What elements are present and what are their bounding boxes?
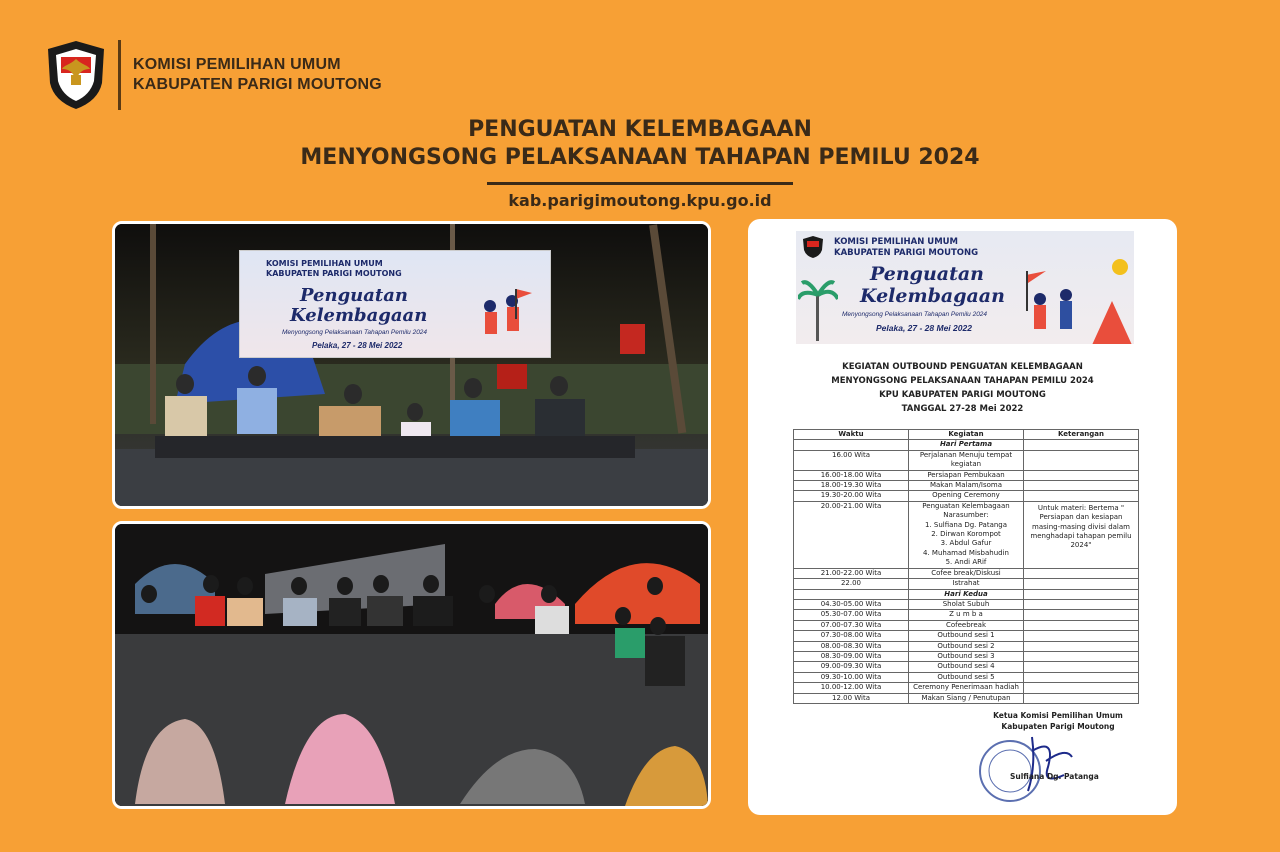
- activity-cell: Makan Malam/Isoma: [909, 481, 1024, 491]
- note-cell: [1024, 672, 1139, 682]
- note-cell: [1024, 683, 1139, 693]
- banner-title1: Penguatan: [300, 285, 408, 306]
- header-divider: [118, 40, 121, 110]
- page-title-line1: PENGUATAN KELEMBAGAAN: [468, 117, 812, 142]
- official-stamp-and-signature: [976, 727, 1076, 807]
- website-url: kab.parigimoutong.kpu.go.id: [508, 191, 772, 210]
- note-cell: [1024, 491, 1139, 501]
- banner-date: Pelaka, 27 - 28 Mei 2022: [312, 341, 403, 350]
- doc-banner-org1: KOMISI PEMILIHAN UMUM: [834, 237, 959, 247]
- table-row: [794, 662, 1139, 672]
- note-cell: [1024, 470, 1139, 480]
- note-cell: [1024, 610, 1139, 620]
- photo-evening-circle: [112, 521, 711, 809]
- note-cell: [1024, 620, 1139, 630]
- time-cell: 07.30-08.00 Wita: [794, 631, 909, 641]
- activity-cell: Outbound sesi 1: [909, 631, 1024, 641]
- session-title: Penguatan Kelembagaan: [922, 501, 1010, 510]
- col-header-kegiatan: Kegiatan: [909, 430, 1024, 440]
- day-empty-cell: [1024, 440, 1139, 450]
- activity-cell: Opening Ceremony: [909, 491, 1024, 501]
- table-row: [794, 568, 1139, 578]
- signatory-title-line1: Ketua Komisi Pemilihan Umum: [993, 711, 1123, 720]
- time-cell: 12.00 Wita: [794, 693, 909, 703]
- doc-heading-line1: KEGIATAN OUTBOUND PENGUATAN KELEMBAGAAN: [842, 362, 1083, 372]
- signatory-name: Sulfiana Dg. Patanga: [1010, 772, 1099, 781]
- time-cell: 05.30-07.00 Wita: [794, 610, 909, 620]
- doc-heading-line2: MENYONGSONG PELAKSANAAN TAHAPAN PEMILU 2024: [831, 376, 1094, 386]
- table-row: [794, 620, 1139, 630]
- time-cell: 16.00 Wita: [794, 450, 909, 470]
- time-cell: 09.30-10.00 Wita: [794, 672, 909, 682]
- table-row: [794, 579, 1139, 589]
- signatory-title-line2: Kabupaten Parigi Moutong: [1001, 722, 1115, 731]
- activity-cell: Z u m b a: [909, 610, 1024, 620]
- doc-banner-org2: KABUPATEN PARIGI MOUTONG: [834, 248, 979, 258]
- activity-cell: Perjalanan Menuju tempat kegiatan: [909, 450, 1024, 470]
- note-cell: [1024, 662, 1139, 672]
- palm-tree-icon: [798, 275, 838, 341]
- time-cell: 08.30-09.00 Wita: [794, 651, 909, 661]
- day-row: [794, 589, 1139, 599]
- time-cell: 16.00-18.00 Wita: [794, 470, 909, 480]
- table-row: [794, 450, 1139, 470]
- activity-cell: Istrahat: [909, 579, 1024, 589]
- table-row: [794, 693, 1139, 703]
- table-row: [794, 491, 1139, 501]
- table-row: [794, 631, 1139, 641]
- banner-subtitle: Menyongsong Pelaksanaan Tahapan Pemilu 2024: [282, 329, 428, 336]
- activity-cell: Ceremony Penerimaan hadiah: [909, 683, 1024, 693]
- seated-people: [115, 224, 708, 506]
- doc-heading-line4: TANGGAL 27-28 Mei 2022: [901, 404, 1024, 414]
- day-empty-cell: [794, 589, 909, 599]
- speaker-item: 2. Dirwan Korompot: [931, 530, 1001, 539]
- note-cell: [1024, 641, 1139, 651]
- note-cell: [1024, 651, 1139, 661]
- speaker-item: 5. Andi ARif: [945, 558, 987, 567]
- day-label: Hari Pertama: [909, 440, 1024, 450]
- day-label: Hari Kedua: [909, 589, 1024, 599]
- doc-banner-title2: Kelembagaan: [860, 285, 1005, 307]
- day-empty-cell: [1024, 589, 1139, 599]
- time-cell: 22.00: [794, 579, 909, 589]
- note-cell: Untuk materi: Bertema " Persiapan dan kesiapan masing-masing divisi dalam menghadapi tahapan pemilu 2024": [1024, 501, 1139, 568]
- title-underline: [487, 182, 793, 185]
- time-cell: 07.00-07.30 Wita: [794, 620, 909, 630]
- table-row: [794, 470, 1139, 480]
- day-row: [794, 440, 1139, 450]
- title-block: [0, 116, 1280, 210]
- page-title-line2: MENYONGSONG PELAKSANAAN TAHAPAN PEMILU 2024: [300, 145, 980, 170]
- activity-cell: Outbound sesi 2: [909, 641, 1024, 651]
- schedule-document: [748, 219, 1177, 815]
- table-row: [794, 610, 1139, 620]
- note-cell: [1024, 450, 1139, 470]
- org-name-line1: KOMISI PEMILIHAN UMUM: [133, 56, 341, 73]
- time-cell: 19.30-20.00 Wita: [794, 491, 909, 501]
- banner-org2: KABUPATEN PARIGI MOUTONG: [266, 269, 402, 278]
- table-row: [794, 599, 1139, 609]
- header: [44, 38, 382, 112]
- photo-opening-session: [112, 221, 711, 509]
- time-cell: 09.00-09.30 Wita: [794, 662, 909, 672]
- col-header-waktu: Waktu: [794, 430, 909, 440]
- schedule-table: [793, 429, 1139, 704]
- banner-title2: Kelembagaan: [290, 305, 428, 326]
- doc-heading-line3: KPU KABUPATEN PARIGI MOUTONG: [879, 390, 1046, 400]
- day-empty-cell: [794, 440, 909, 450]
- table-row: [794, 672, 1139, 682]
- document-heading: [748, 360, 1177, 416]
- doc-banner-title1: Penguatan: [870, 263, 984, 285]
- doc-banner-date: Pelaka, 27 - 28 Mei 2022: [876, 323, 972, 333]
- table-row: [794, 683, 1139, 693]
- activity-cell: Persiapan Pembukaan: [909, 470, 1024, 480]
- note-cell: [1024, 579, 1139, 589]
- doc-banner-subtitle: Menyongsong Pelaksanaan Tahapan Pemilu 2024: [842, 311, 988, 318]
- doc-banner-logo: [802, 235, 824, 259]
- speaker-item: 4. Muhamad Misbahudin: [923, 548, 1009, 557]
- activity-cell: Cofeebreak: [909, 620, 1024, 630]
- speaker-label: Narasumber:: [943, 511, 989, 520]
- note-cell: [1024, 693, 1139, 703]
- activity-cell: Outbound sesi 4: [909, 662, 1024, 672]
- speaker-item: 1. Sulfiana Dg. Patanga: [924, 520, 1008, 529]
- table-row: [794, 651, 1139, 661]
- time-cell: 20.00-21.00 Wita: [794, 501, 909, 568]
- activity-cell: Outbound sesi 5: [909, 672, 1024, 682]
- note-cell: [1024, 568, 1139, 578]
- time-cell: 21.00-22.00 Wita: [794, 568, 909, 578]
- kpu-logo: [44, 39, 108, 111]
- note-cell: [1024, 481, 1139, 491]
- table-row: [794, 641, 1139, 651]
- doc-banner-illustration: [1006, 255, 1134, 344]
- activity-cell: Sholat Subuh: [909, 599, 1024, 609]
- table-header-row: [794, 430, 1139, 440]
- document-banner: [796, 231, 1134, 344]
- time-cell: 10.00-12.00 Wita: [794, 683, 909, 693]
- activity-cell: Outbound sesi 3: [909, 651, 1024, 661]
- banner-org1: KOMISI PEMILIHAN UMUM: [266, 259, 383, 268]
- note-cell: [1024, 599, 1139, 609]
- time-cell: 18.00-19.30 Wita: [794, 481, 909, 491]
- table-row-session: [794, 501, 1139, 568]
- activity-cell: Cofee break/Diskusi: [909, 568, 1024, 578]
- note-cell: [1024, 631, 1139, 641]
- org-name-line2: KABUPATEN PARIGI MOUTONG: [133, 76, 382, 93]
- col-header-keterangan: Keterangan: [1024, 430, 1139, 440]
- time-cell: 04.30-05.00 Wita: [794, 599, 909, 609]
- activity-cell: [909, 501, 1024, 568]
- time-cell: 08.00-08.30 Wita: [794, 641, 909, 651]
- speaker-item: 3. Abdul Gafur: [940, 539, 992, 548]
- activity-cell: Makan Siang / Penutupan: [909, 693, 1024, 703]
- table-row: [794, 481, 1139, 491]
